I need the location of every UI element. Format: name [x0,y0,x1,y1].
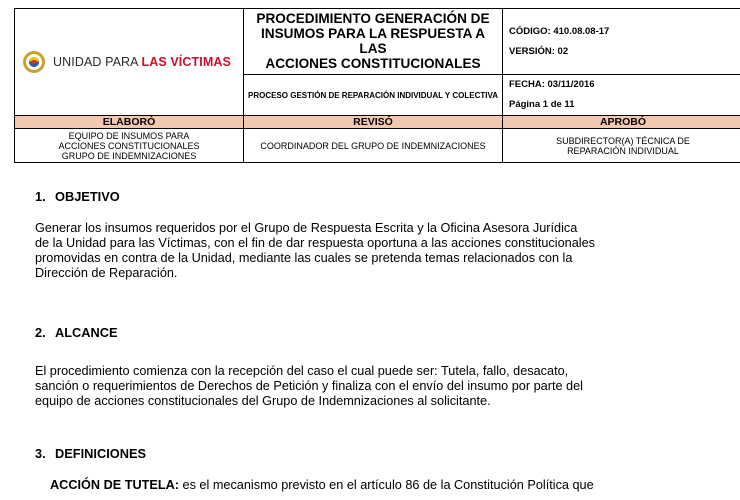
meta-fecha-pagina [503,75,740,116]
definition-accion-de-tutela [50,478,720,493]
document-header [14,8,740,163]
section-heading-objetivo: 1. OBJETIVO [35,189,120,204]
alcance-paragraph: El procedimiento comienza con la recepción del caso el cual puede ser: Tutela, fallo, desacato, sanción o requerimientos de Derechos de Petición y finaliza con el envío del insumo por parte del equipo de acciones constitucionales del Grupo de Indemnizaciones al solicitante. [35,364,583,408]
version: VERSIÓN: 02 [509,45,569,57]
section-heading-definiciones: 3. DEFINICIONES [35,446,147,461]
elaboro-header: ELABORÓ [15,116,244,129]
logo-text: UNIDAD PARA LAS VÍCTIMAS [53,55,231,69]
codigo: CÓDIGO: 410.08.08-17 [509,25,610,37]
aprobo-value: SUBDIRECTOR(A) TÉCNICA DE REPARACIÓN INDIVIDUAL [503,129,740,163]
objetivo-paragraph: Generar los insumos requeridos por el Grupo de Respuesta Escrita y la Oficina Asesora Jurídica de la Unidad para las Víctimas, con el fin de dar respuesta oportuna a las acciones constitucionales promovidas en contra de la Unidad, mediante las cuales se pretenda temas relacionados con la Dirección de Reparación. [35,221,595,280]
reviso-value: COORDINADOR DEL GRUPO DE INDEMNIZACIONES [244,129,503,163]
reviso-header: REVISÓ [244,116,503,129]
document-title: PROCEDIMIENTO GENERACIÓN DE INSUMOS PARA LA RESPUESTA A LAS ACCIONES CONSTITUCIONALES [244,9,503,75]
seal-icon [23,51,45,73]
unidad-victimas-logo [15,31,243,93]
process-name-cell [244,75,503,116]
meta-codigo-version [503,9,740,75]
section-heading-alcance: 2. ALCANCE [35,325,118,340]
elaboro-value: EQUIPO DE INSUMOS PARA ACCIONES CONSTITUCIONALES GRUPO DE INDEMNIZACIONES [15,129,244,163]
process-name: PROCESO GESTIÓN DE REPARACIÓN INDIVIDUAL Y COLECTIVA [248,90,498,100]
definition-text: es el mecanismo previsto en el artículo 86 de la Constitución Política que [178,478,594,492]
definition-term: ACCIÓN DE TUTELA: [50,478,179,492]
fecha: FECHA: 03/11/2016 [509,79,595,90]
logo-cell [15,9,244,116]
pagina: Página 1 de 11 [509,99,575,110]
aprobo-header: APROBÓ [503,116,740,129]
